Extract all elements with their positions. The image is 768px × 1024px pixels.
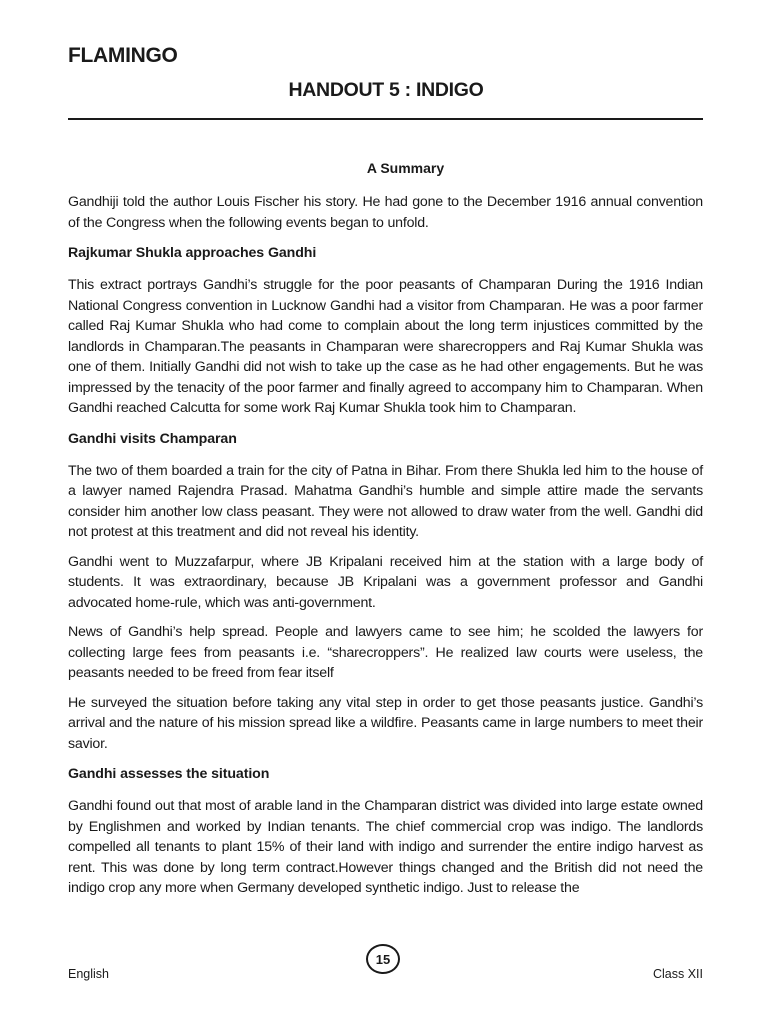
header-divider [68,118,703,120]
page-number: 15 [375,951,391,967]
paragraph: Gandhi went to Muzzafarpur, where JB Kripalani received him at the station with a large body of students. It was extraordinary, because JB Kripalani was a government professor and Gandhi advocated home-rule, which was anti-government. [68,553,703,611]
book-title: FLAMINGO [68,44,178,67]
summary-heading: A Summary [366,160,445,176]
section-heading: Gandhi visits Champaran [68,430,237,447]
page-number-badge [366,944,400,974]
paragraph: Gandhi found out that most of arable land in the Champaran district was divided into large estate owned by Englishmen and worked by Indian tenants. The chief commercial crop was indigo. The landlords compelled all tenants to plant 15% of their land with indigo and surrender the entire indigo harvest as rent. This was done by long term contract.However things changed and the British did not need the indigo crop any more when Germany developed synthetic indigo. Just to release the [68,798,703,896]
section-heading: Gandhi assesses the situation [68,766,270,782]
footer-class: Class XII [652,967,703,981]
paragraph: News of Gandhi’s help spread. People and lawyers came to see him; he scolded the lawyers for collecting large fees from peasants i.e. “sharecroppers”. He realized law courts were useless, the peasants needed to be freed from fear itself [68,624,703,681]
section-heading: Rajkumar Shukla approaches Gandhi [68,245,317,261]
handout-title-text: HANDOUT 5 : INDIGO [288,79,484,101]
footer-subject: English [68,967,109,981]
paragraph: He surveyed the situation before taking any vital step in order to get those peasants justice. Gandhi’s arrival and the nature of his mission spread like a wildfire. Peasants came in large numbers to meet their savior. [68,694,703,752]
document-body [68,160,703,908]
paragraph: This extract portrays Gandhi’s struggle for the poor peasants of Champaran During the 1916 Indian National Congress convention in Lucknow Gandhi had a visitor from Champaran. He was a poor farmer called Raj Kumar Shukla who had come to complain about the long term injustices committed by the landlords in Champaran.The peasants in Champaran were sharecroppers and Raj Kumar Shukla was one of them. Initially Gandhi did not wish to take up the case as he had other engagements. But he was impressed by the tenacity of the poor farmer and finally agreed to accompany him to Champaran. When Gandhi reached Calcutta for some work Raj Kumar Shukla took him to Champaran. [68,277,703,416]
paragraph: The two of them boarded a train for the city of Patna in Bihar. From there Shukla led him to the house of a lawyer named Rajendra Prasad. Mahatma Gandhi’s humble and simple attire made the servants consider him another low class peasant. They were not allowed to draw water from the well. Gandhi did not protest at this treatment and did not reveal his identity. [68,462,703,540]
handout-title [0,79,768,102]
intro-paragraph: Gandhiji told the author Louis Fischer his story. He had gone to the December 1916 annual convention of the Congress when the following events began to unfold. [68,194,703,231]
